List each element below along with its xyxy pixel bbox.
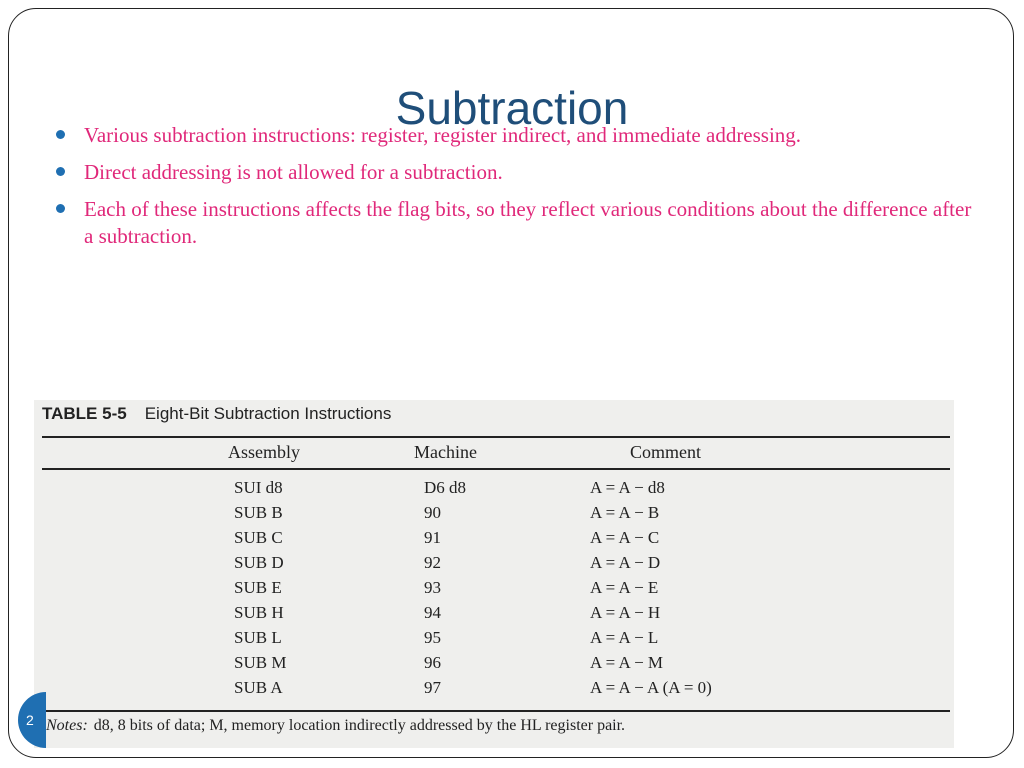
bullet-text: Each of these instructions affects the flag bits, so they reflect various conditions about the difference after a subtraction.: [84, 197, 972, 248]
cell-comment: A = A − C: [590, 528, 660, 547]
cell-comment: A = A − B: [590, 503, 660, 522]
cell-machine: 92: [424, 553, 441, 572]
cell-assembly: SUB A: [234, 678, 283, 697]
cell-assembly: SUB B: [234, 503, 283, 522]
header-machine: Machine: [414, 442, 477, 462]
cell-machine: 96: [424, 653, 441, 672]
page-number-badge: 2: [18, 692, 46, 748]
cell-machine: 91: [424, 528, 441, 547]
cell-comment: A = A − D: [590, 553, 661, 572]
header-comment: Comment: [630, 442, 701, 462]
bullet-item: [54, 122, 974, 149]
table-header-rule: [42, 468, 950, 470]
cell-assembly: SUB D: [234, 553, 284, 572]
cell-assembly: SUI d8: [234, 478, 283, 497]
cell-comment: A = A − E: [590, 578, 659, 597]
bullet-dot-icon: [56, 130, 65, 139]
cell-assembly: SUB C: [234, 528, 283, 547]
cell-machine: 90: [424, 503, 441, 522]
cell-machine: 94: [424, 603, 441, 622]
table-caption-text: Eight-Bit Subtraction Instructions: [144, 404, 392, 423]
header-assembly: Assembly: [228, 442, 300, 462]
cell-comment: A = A − d8: [590, 478, 665, 497]
cell-machine: 95: [424, 628, 441, 647]
notes-label: Notes:: [46, 717, 88, 734]
cell-comment: A = A − H: [590, 603, 661, 622]
table-bottom-rule: [42, 710, 950, 712]
cell-assembly: SUB L: [234, 628, 282, 647]
cell-machine: 93: [424, 578, 441, 597]
cell-machine: 97: [424, 678, 441, 697]
cell-comment: A = A − M: [590, 653, 664, 672]
table-top-rule: [42, 436, 950, 438]
notes-text: d8, 8 bits of data; M, memory location indirectly addressed by the HL register pair.: [93, 717, 626, 734]
bullet-item: [54, 196, 974, 250]
table-caption: [42, 404, 391, 424]
cell-comment: A = A − L: [590, 628, 659, 647]
cell-assembly: SUB M: [234, 653, 287, 672]
bullet-dot-icon: [56, 204, 65, 213]
bullet-list: [54, 122, 974, 260]
cell-assembly: SUB E: [234, 578, 282, 597]
table-label: TABLE 5-5: [42, 404, 127, 423]
slide-title: Subtraction: [395, 82, 629, 134]
cell-machine: D6 d8: [424, 478, 467, 497]
bullet-text: Direct addressing is not allowed for a subtraction.: [84, 160, 503, 184]
bullet-item: [54, 159, 974, 186]
bullet-text: Various subtraction instructions: register, register indirect, and immediate addressing.: [84, 123, 802, 147]
subtraction-table: [34, 400, 954, 748]
cell-assembly: SUB H: [234, 603, 284, 622]
table-notes: [46, 717, 625, 735]
bullet-dot-icon: [56, 167, 65, 176]
cell-comment: A = A − A (A = 0): [590, 678, 712, 697]
